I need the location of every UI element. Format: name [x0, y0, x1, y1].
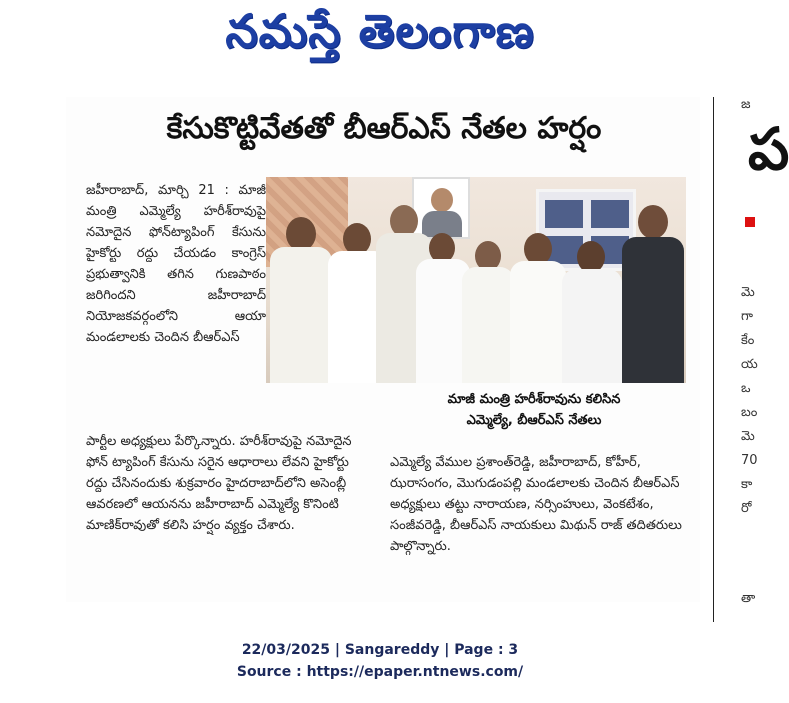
person [270, 217, 332, 383]
strip-line: మె [741, 429, 755, 444]
article-bottom-right: ఎమ్మెల్యే వేముల ప్రశాంత్‌రెడ్డి, జహీరాబాద్, కోహీర్, ఝరాసంగం, మొగుడంపల్లి మండలాలకు చెందిన బీఆర్‌ఎస్ అధ్యక్షులు తట్టు నారాయణ, నర్సింహులు, వెంకటేశం, సంజీవరెడ్డి, బీఆర్‌ఎస్ నాయకులు మిథున్ రాజ్ తదితరులు పాల్గొన్నారు. [390, 455, 682, 554]
strip-line: రో [741, 501, 752, 516]
strip-line: కా [741, 477, 753, 492]
strip-headline-fragment: ప [748, 115, 789, 183]
article-bottom-left: పార్టీల అధ్యక్షులు పేర్కొన్నారు. హరీశ్‌రావుపై నమోదైన ఫోన్ ట్యాపింగ్ కేసును సరైన ఆధారాలు లేవని హైకోర్టు రద్దు చేసినందుకు శుక్రవారం హైదరాబాద్‌లోని అసెంబ్లీ ఆవరణలో ఆయనను జహీరాబాద్ ఎమ్మెల్యే కొనింటి మాణిక్‌రావుతో కలిసి హర్షం వ్యక్తం చేశారు. [86, 434, 352, 533]
footer-source-line: Source : https://epaper.ntnews.com/ [236, 664, 524, 680]
newspaper-masthead: నమస్తే తెలంగాణ [225, 4, 535, 58]
person [462, 241, 514, 383]
strip-line: కేం [741, 333, 755, 348]
strip-line: బం [741, 405, 758, 420]
photo-caption-line1: మాజీ మంత్రి హరీశ్‌రావును కలిసిన [447, 392, 621, 407]
footer-date-line: 22/03/2025 | Sangareddy | Page : 3 [241, 642, 519, 658]
person [510, 233, 566, 383]
person [622, 205, 684, 383]
photo-caption [384, 389, 684, 435]
article-photo [266, 177, 686, 383]
strip-line: గా [741, 309, 753, 324]
strip-line: మె [741, 285, 755, 300]
red-bullet [745, 217, 755, 227]
person [562, 241, 622, 383]
strip-line: య [741, 357, 758, 372]
photo-caption-line2: ఎమ్మెల్యే, బీఆర్‌ఎస్ నేతలు [466, 413, 602, 428]
article-left-column: జహీరాబాద్, మార్చి 21 : మాజీ మంత్రి ఎమ్మెల్యే హరీశ్‌రావుపై నమోదైన ఫోన్‌ట్యాపింగ్ కేసును హైకోర్టు రద్దు చేయడం కాంగ్రెస్ ప్రభుత్వానికి తగిన గుణపాఠం జరిగిందని జహీరాబాద్ నియోజకవర్గంలోని ఆయా మండలాలకు చెందిన బీఆర్‌ఎస్ [86, 183, 266, 345]
strip-line: ఒ [741, 381, 751, 396]
article-headline: కేసుకొట్టివేతతో బీఆర్‌ఎస్ నేతల హర్షం [166, 111, 602, 146]
strip-bottom-text: తా [741, 591, 756, 606]
adjacent-article-strip [713, 97, 789, 622]
strip-top-text: జ [741, 97, 751, 112]
strip-line: 70 [741, 453, 758, 468]
